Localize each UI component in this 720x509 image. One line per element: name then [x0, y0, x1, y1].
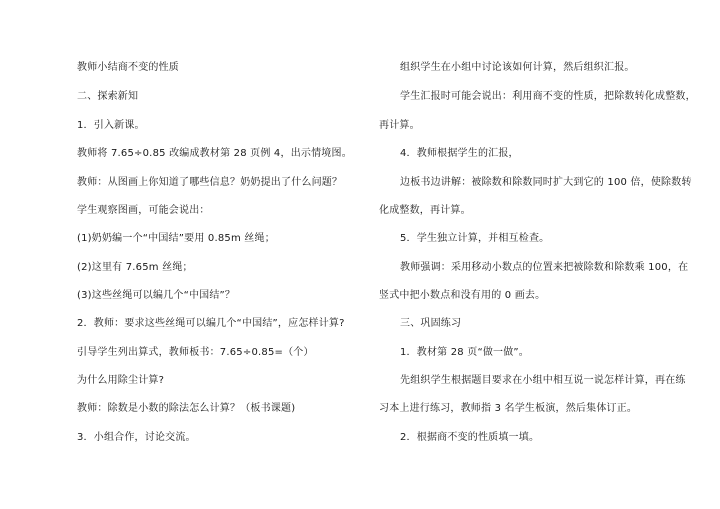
right-line: 竖式中把小数点和没有用的 0 画去。	[379, 290, 546, 301]
left-line: 引导学生列出算式，教师板书：7.65÷0.85=（个）	[77, 347, 314, 358]
left-line: 为什么用除尘计算?	[77, 375, 165, 386]
left-line: 学生观察图画，可能会说出：	[77, 205, 210, 216]
section-heading: 二、探索新知	[77, 91, 139, 102]
right-line: 教师强调：采用移动小数点的位置来把被除数和除数乘 100，在	[400, 262, 689, 273]
right-line: 学生汇报时可能会说出：利用商不变的性质，把除数转化成整数，	[400, 91, 696, 102]
left-line: (3)这些丝绳可以编几个“中国结”？	[77, 290, 236, 301]
left-line: 教师：从图画上你知道了哪些信息？奶奶提出了什么问题？	[77, 177, 343, 188]
right-line: 4．教师根据学生的汇报，	[400, 148, 519, 159]
right-line: 边板书边讲解：被除数和除数同时扩大到它的 100 倍，使除数转	[400, 177, 692, 188]
left-line: 教师将 7.65÷0.85 改编成教材第 28 页例 4，出示情境图。	[77, 148, 352, 159]
right-line: 组织学生在小组中讨论该如何计算，然后组织汇报。	[400, 62, 635, 73]
right-line: 1．教材第 28 页“做一做”。	[400, 347, 530, 358]
left-line: 2．教师：要求这些丝绳可以编几个“中国结”，应怎样计算?	[77, 318, 345, 329]
left-line: 教师：除数是小数的除法怎么计算？（板书课题)	[77, 403, 296, 414]
right-line: 习本上进行练习，教师指 3 名学生板演，然后集体订正。	[379, 403, 638, 414]
left-line: 教师小结商不变的性质	[77, 62, 179, 73]
right-line: 先组织学生根据题目要求在小组中相互说一说怎样计算，再在练	[400, 375, 686, 386]
section-heading: 三、巩固练习	[400, 318, 462, 329]
right-line: 化成整数，再计算。	[379, 205, 471, 216]
left-line: 1．引入新课。	[77, 120, 145, 131]
right-line: 5．学生独立计算，并相互检查。	[400, 233, 550, 244]
left-line: (1)奶奶编一个“中国结”要用 0.85m 丝绳；	[77, 233, 275, 244]
right-line: 再计算。	[379, 120, 420, 131]
left-line: 3．小组合作，讨论交流。	[77, 432, 196, 443]
right-line: 2．根据商不变的性质填一填。	[400, 432, 540, 443]
left-line: (2)这里有 7.65m 丝绳；	[77, 262, 193, 273]
